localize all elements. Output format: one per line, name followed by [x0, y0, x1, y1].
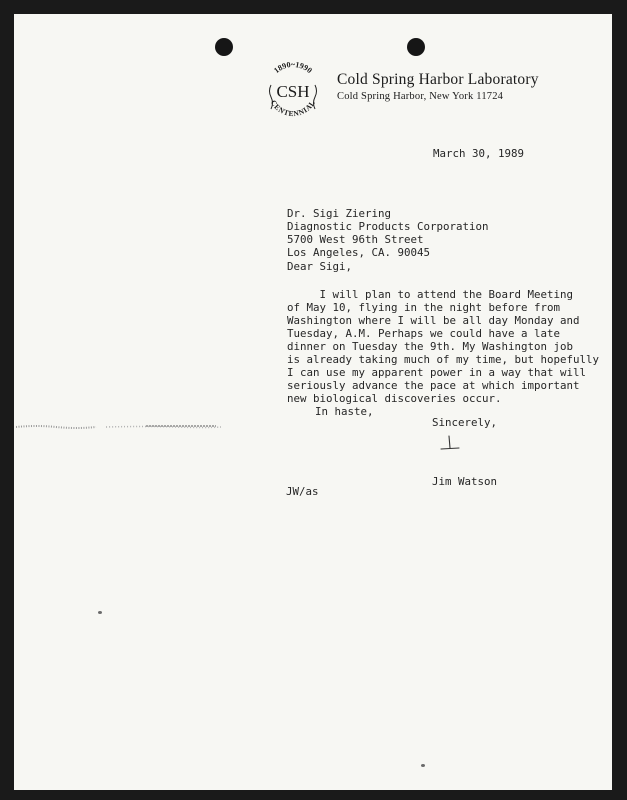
body-line: seriously advance the pace at which important: [287, 379, 580, 392]
letter-body: [287, 288, 599, 405]
paper-smudge-mark: [16, 422, 226, 432]
recipient-address-block: [287, 207, 489, 259]
csh-centennial-seal-logo: [260, 58, 326, 124]
letter-date: March 30, 1989: [433, 147, 525, 160]
seal-top-text: 1890~1990: [272, 60, 314, 76]
paper-speck: [98, 611, 102, 614]
seal-center-text: CSH: [276, 82, 310, 101]
body-line: Tuesday, A.M. Perhaps we could have a late: [287, 327, 561, 340]
svg-text:CENTENNIAL: [269, 98, 317, 118]
body-line: dinner on Tuesday the 9th. My Washington job: [287, 340, 574, 353]
valediction: Sincerely,: [432, 416, 498, 429]
handwritten-signature: [438, 434, 462, 454]
closing-remark: In haste,: [315, 405, 374, 418]
letterhead-organization: [337, 70, 539, 105]
body-line: Washington where I will be all day Monday and: [287, 314, 580, 327]
body-line: I can use my apparent power in a way that will: [287, 366, 587, 379]
body-line: I will plan to attend the Board Meeting: [287, 288, 574, 301]
seal-bottom-text: CENTENNIAL: [268, 98, 318, 119]
recipient-company: Diagnostic Products Corporation: [287, 220, 489, 233]
recipient-city: Los Angeles, CA. 90045: [287, 246, 431, 259]
recipient-street: 5700 West 96th Street: [287, 233, 424, 246]
paper-speck: [421, 764, 425, 767]
typist-initials: JW/as: [286, 485, 319, 498]
letter-page: [14, 14, 612, 790]
punch-hole-left: [215, 38, 233, 56]
body-line: of May 10, flying in the night before from: [287, 301, 561, 314]
organization-address: Cold Spring Harbor, New York 11724: [337, 91, 504, 102]
punch-hole-right: [407, 38, 425, 56]
signer-name: Jim Watson: [432, 475, 498, 488]
recipient-name: Dr. Sigi Ziering: [287, 207, 392, 220]
salutation: Dear Sigi,: [287, 260, 353, 273]
body-line: new biological discoveries occur.: [287, 392, 502, 405]
body-line: is already taking much of my time, but hopefully: [287, 353, 600, 366]
organization-name: Cold Spring Harbor Laboratory: [337, 71, 539, 88]
svg-text:1890~1990: [272, 60, 314, 75]
